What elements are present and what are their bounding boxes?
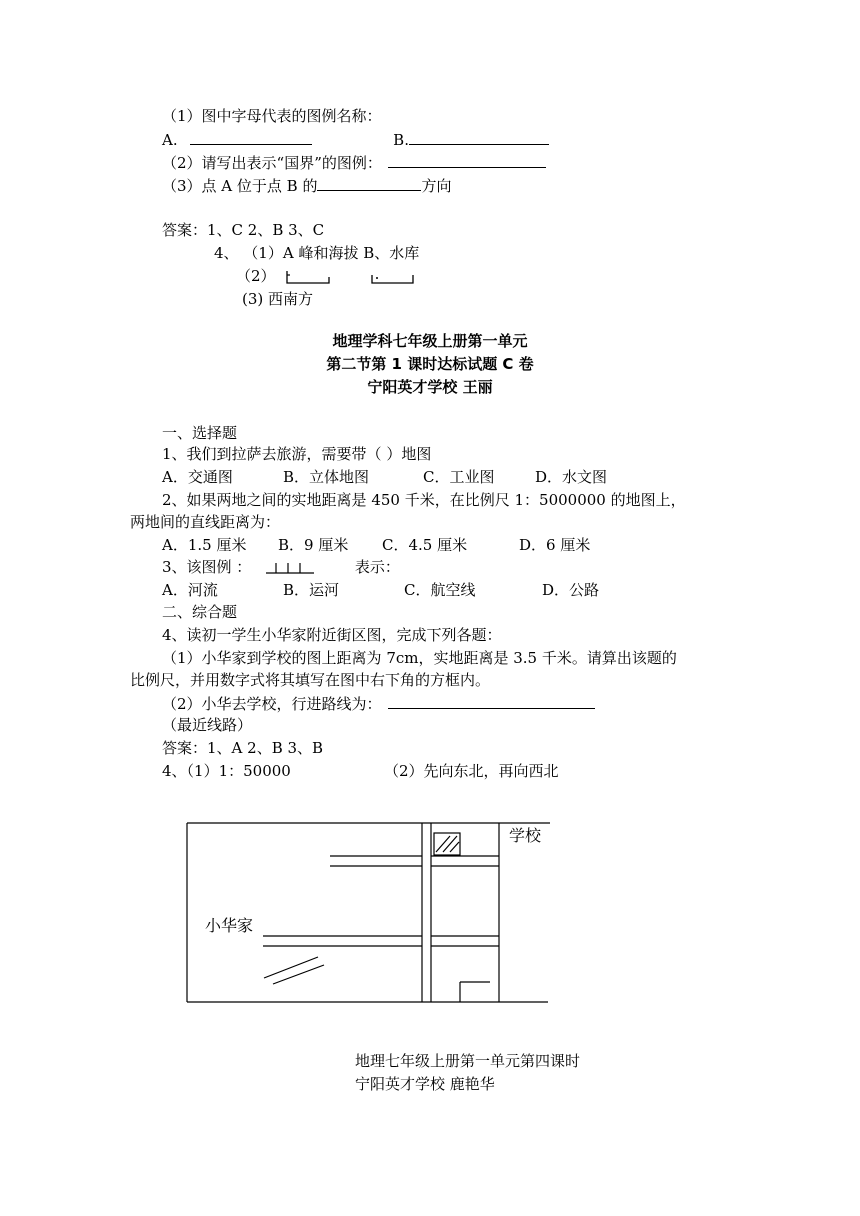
q3-option-c[interactable]: C．航空线 bbox=[404, 581, 476, 599]
q2-option-c[interactable]: C．4.5 厘米 bbox=[382, 536, 468, 554]
part1-answer-line3 bbox=[236, 266, 421, 286]
part1-q1-a-label: A. bbox=[162, 131, 178, 149]
section2-answer-4-2: （2）先向东北，再向西北 bbox=[384, 762, 559, 780]
section2-answer-line2 bbox=[162, 761, 559, 781]
q2-option-d[interactable]: D．6 厘米 bbox=[519, 536, 591, 554]
blank-border-legend[interactable] bbox=[388, 152, 546, 168]
canal-legend-symbol-icon bbox=[264, 560, 316, 576]
blank-direction[interactable] bbox=[317, 175, 421, 191]
part1-answer-line4: (3) 西南方 bbox=[242, 290, 314, 308]
q1-option-c[interactable]: C．工业图 bbox=[423, 468, 495, 486]
q1-option-d[interactable]: D．水文图 bbox=[535, 468, 608, 486]
part1-q1: （1）图中字母代表的图例名称： bbox=[162, 107, 382, 125]
part1-answer-line3-prefix: （2） bbox=[236, 267, 276, 285]
section2-q4-1-line1: （1）小华家到学校的图上距离为 7cm，实地距离是 3.5 千米。请算出该题的 bbox=[162, 649, 677, 667]
part1-answer-line2: 4、 （1）A 峰和海拔 B、水库 bbox=[214, 244, 420, 262]
part1-q3-post: 方向 bbox=[421, 177, 452, 195]
doc-title-1: 地理学科七年级上册第一单元 bbox=[332, 332, 528, 350]
section2-answer-4-1: 4、（1）1：50000 bbox=[162, 762, 291, 780]
section2-q4-2-note: （最近线路） bbox=[162, 716, 253, 734]
blank-route[interactable] bbox=[388, 693, 595, 709]
border-legend-symbol-icon bbox=[284, 269, 334, 285]
section1-q1: 1、我们到拉萨去旅游，需要带（ ）地图 bbox=[162, 445, 432, 463]
part1-answer-line1: 答案：1、C 2、B 3、C bbox=[162, 221, 325, 239]
section2-q4-1-line2: 比例尺，并用数字式将其填写在图中右下角的方框内。 bbox=[130, 671, 491, 689]
footer-line1: 地理七年级上册第一单元第四课时 bbox=[355, 1052, 581, 1070]
footer-line2: 宁阳英才学校 鹿艳华 bbox=[355, 1075, 495, 1093]
map-label-home: 小华家 bbox=[205, 916, 254, 935]
diagonal-road-1 bbox=[264, 957, 318, 978]
q2-option-b[interactable]: B．9 厘米 bbox=[278, 536, 349, 554]
border-legend-dotted-symbol-icon bbox=[369, 269, 417, 285]
section1-q3-post: 表示： bbox=[354, 558, 400, 576]
part1-q3-pre: （3）点 A 位于点 B 的 bbox=[162, 177, 318, 195]
section1-q3 bbox=[162, 557, 400, 577]
map-label-school: 学校 bbox=[509, 826, 542, 845]
section1-q2-options bbox=[162, 535, 590, 555]
part1-q3-line bbox=[162, 175, 452, 196]
section1-q2-line1: 2、如果两地之间的实地距离是 450 千米，在比例尺 1：5000000 的地图上， bbox=[162, 491, 686, 509]
part1-q1-answer-line bbox=[162, 129, 549, 150]
section1-q3-options bbox=[162, 580, 599, 600]
q3-option-b[interactable]: B．运河 bbox=[283, 581, 340, 599]
part1-q1-b-label: B. bbox=[393, 131, 409, 149]
q1-option-a[interactable]: A．交通图 bbox=[162, 468, 233, 486]
q1-option-b[interactable]: B．立体地图 bbox=[283, 468, 370, 486]
section1-q1-options bbox=[162, 467, 607, 487]
section2-q4-2-line bbox=[162, 693, 595, 714]
section2-q4-2: （2）小华去学校，行进路线为： bbox=[162, 695, 382, 713]
doc-author: 宁阳英才学校 王丽 bbox=[367, 378, 493, 396]
section1-heading: 一、选择题 bbox=[162, 424, 238, 442]
school-building bbox=[434, 833, 460, 855]
q2-option-a[interactable]: A．1.5 厘米 bbox=[162, 536, 247, 554]
diagonal-road-2 bbox=[273, 965, 324, 984]
section2-answer-line1: 答案：1、A 2、B 3、B bbox=[162, 739, 324, 757]
section2-q4: 4、读初一学生小华家附近街区图，完成下列各题： bbox=[162, 626, 502, 644]
section2-heading: 二、综合题 bbox=[162, 603, 238, 621]
q3-option-d[interactable]: D．公路 bbox=[542, 581, 600, 599]
section1-q2-line2: 两地间的直线距离为： bbox=[130, 513, 281, 531]
doc-title-2: 第二节第 1 课时达标试题 C 卷 bbox=[326, 355, 534, 373]
blank-a[interactable] bbox=[190, 129, 312, 145]
part1-q2: （2）请写出表示“国界”的图例： bbox=[162, 154, 382, 172]
part1-q2-line bbox=[162, 152, 546, 173]
section1-q3-pre: 3、该图例 ： bbox=[162, 558, 252, 576]
q3-option-a[interactable]: A．河流 bbox=[162, 581, 218, 599]
blank-b[interactable] bbox=[409, 129, 549, 145]
